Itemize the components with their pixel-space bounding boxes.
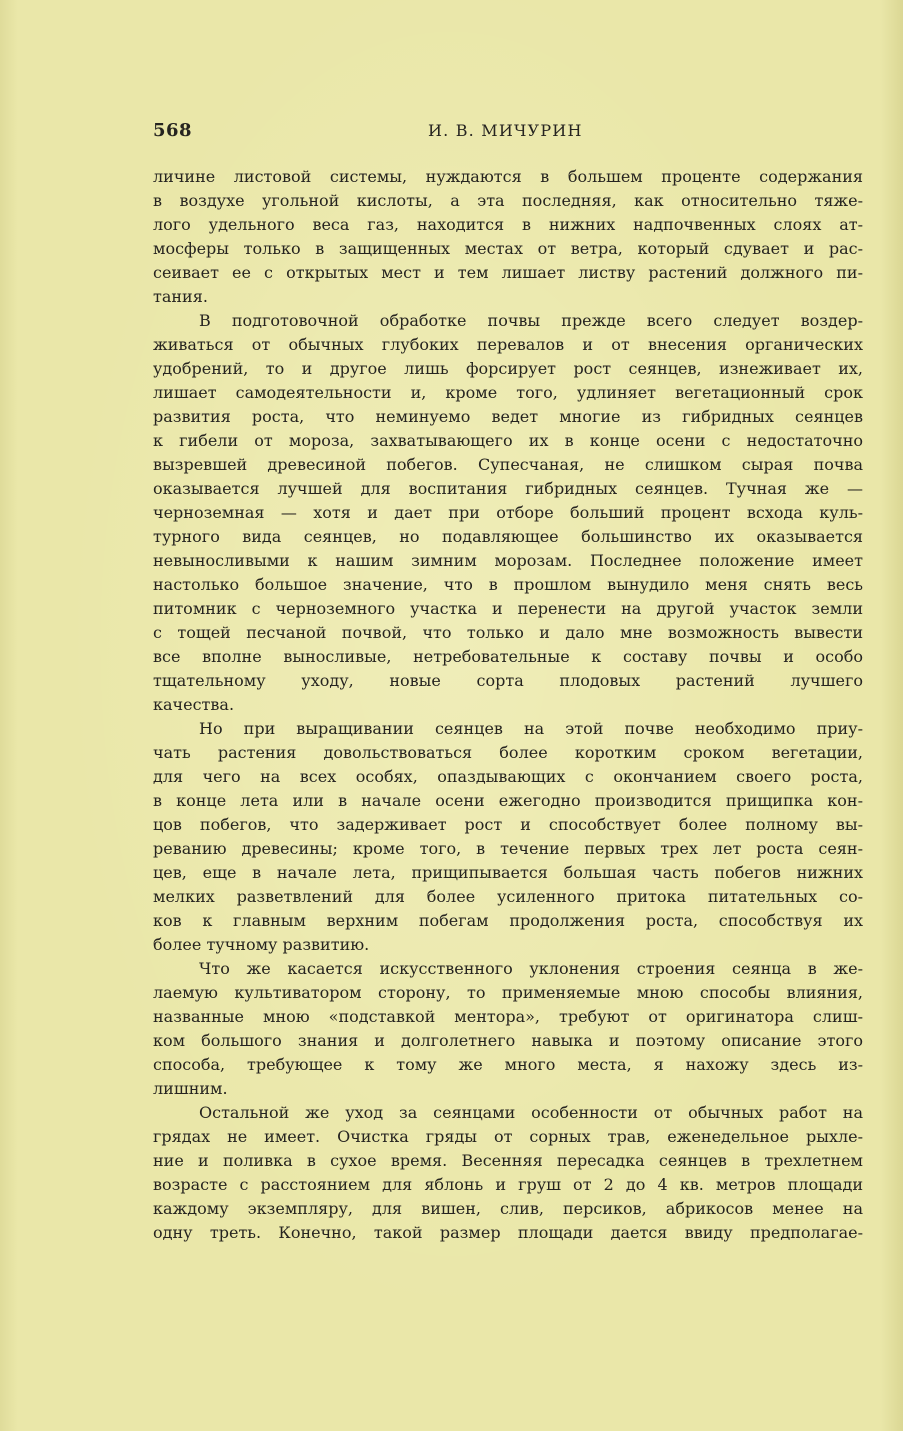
text-line: питомник с черноземного участка и перенести на другой участок земли xyxy=(153,599,863,618)
text-line: тания. xyxy=(153,287,208,306)
text-line: ком большого знания и долголетнего навыка и поэтому описание этого xyxy=(153,1031,863,1050)
text-line: с тощей песчаной почвой, что только и дало мне возможность вывести xyxy=(153,623,863,642)
text-line: вызревшей древесиной побегов. Супесчаная, не слишком сырая почва xyxy=(153,455,863,474)
text-line: цев, еще в начале лета, прищипывается большая часть побегов нижних xyxy=(153,863,863,882)
text-line: возрасте с расстоянием для яблонь и груш от 2 до 4 кв. метров площади xyxy=(153,1175,863,1194)
text-line: способа, требующее к тому же много места, я нахожу здесь из- xyxy=(153,1055,863,1074)
text-line: турного вида сеянцев, но подавляющее большинство их оказывается xyxy=(153,527,863,546)
text-line: лишает самодеятельности и, кроме того, удлиняет вегетационный срок xyxy=(153,383,863,402)
text-line: цов побегов, что задерживает рост и способствует более полному вы- xyxy=(153,815,863,834)
text-line: все вполне выносливые, нетребовательные к составу почвы и особо xyxy=(153,647,863,666)
text-line: Что же касается искусственного уклонения строения сеянца в же- xyxy=(199,959,863,978)
text-line: лого удельного веса газ, находится в нижних надпочвенных слоях ат- xyxy=(153,215,863,234)
text-line: каждому экземпляру, для вишен, слив, персиков, абрикосов менее на xyxy=(153,1199,863,1218)
text-line: мосферы только в защищенных местах от ветра, который сдувает и рас- xyxy=(153,239,863,258)
text-line: личине листовой системы, нуждаются в большем проценте содержания xyxy=(153,167,863,186)
text-line: лишним. xyxy=(153,1079,228,1098)
text-line: названные мною «подставкой ментора», требуют от оригинатора слиш- xyxy=(153,1007,863,1026)
text-line: удобрений, то и другое лишь форсирует рост сеянцев, изнеживает их, xyxy=(153,359,863,378)
text-line: настолько большое значение, что в прошлом вынудило меня снять весь xyxy=(153,575,863,594)
text-line: В подготовочной обработке почвы прежде всего следует воздер- xyxy=(199,311,863,330)
text-line: ние и поливка в сухое время. Весенняя пересадка сеянцев в трехлетнем xyxy=(153,1151,863,1170)
text-line: живаться от обычных глубоких перевалов и от внесения органических xyxy=(153,335,863,354)
text-line: для чего на всех особях, опаздывающих с окончанием своего роста, xyxy=(153,767,863,786)
text-line: развития роста, что неминуемо ведет многие из гибридных сеянцев xyxy=(153,407,863,426)
text-line: ков к главным верхним побегам продолжения роста, способствуя их xyxy=(153,911,863,930)
text-line: реванию древесины; кроме того, в течение первых трех лет роста сеян- xyxy=(153,839,863,858)
text-line: чать растения довольствоваться более коротким сроком вегетации, xyxy=(153,743,863,762)
text-line: в конце лета или в начале осени ежегодно производится прищипка кон- xyxy=(153,791,863,810)
text-line: тщательному уходу, новые сорта плодовых растений лучшего xyxy=(153,671,863,690)
text-line: одну треть. Конечно, такой размер площади дается ввиду предполагае- xyxy=(153,1223,863,1242)
text-line: в воздухе угольной кислоты, а эта последняя, как относительно тяже- xyxy=(153,191,863,210)
page-number: 568 xyxy=(153,120,193,141)
running-title: И. В. МИЧУРИН xyxy=(428,121,583,140)
text-line: грядах не имеет. Очистка гряды от сорных трав, еженедельное рыхле- xyxy=(153,1127,863,1146)
text-line: Остальной же уход за сеянцами особенности от обычных работ на xyxy=(199,1103,863,1122)
text-line: к гибели от мороза, захватывающего их в конце осени с недостаточно xyxy=(153,431,863,450)
text-line: более тучному развитию. xyxy=(153,935,370,954)
text-line: лаемую культиватором сторону, то применяемые мною способы влияния, xyxy=(153,983,863,1002)
text-line: черноземная — хотя и дает при отборе больший процент всхода куль- xyxy=(153,503,863,522)
text-line: качества. xyxy=(153,695,235,714)
text-line: мелких разветвлений для более усиленного притока питательных со- xyxy=(153,887,863,906)
body-text xyxy=(153,165,863,1245)
text-line: невыносливыми к нашим зимним морозам. Последнее положение имеет xyxy=(153,551,863,570)
text-line: оказывается лучшей для воспитания гибридных сеянцев. Тучная же — xyxy=(153,479,863,498)
text-line: Но при выращивании сеянцев на этой почве необходимо приу- xyxy=(199,719,863,738)
text-line: сеивает ее с открытых мест и тем лишает листву растений должного пи- xyxy=(153,263,863,282)
